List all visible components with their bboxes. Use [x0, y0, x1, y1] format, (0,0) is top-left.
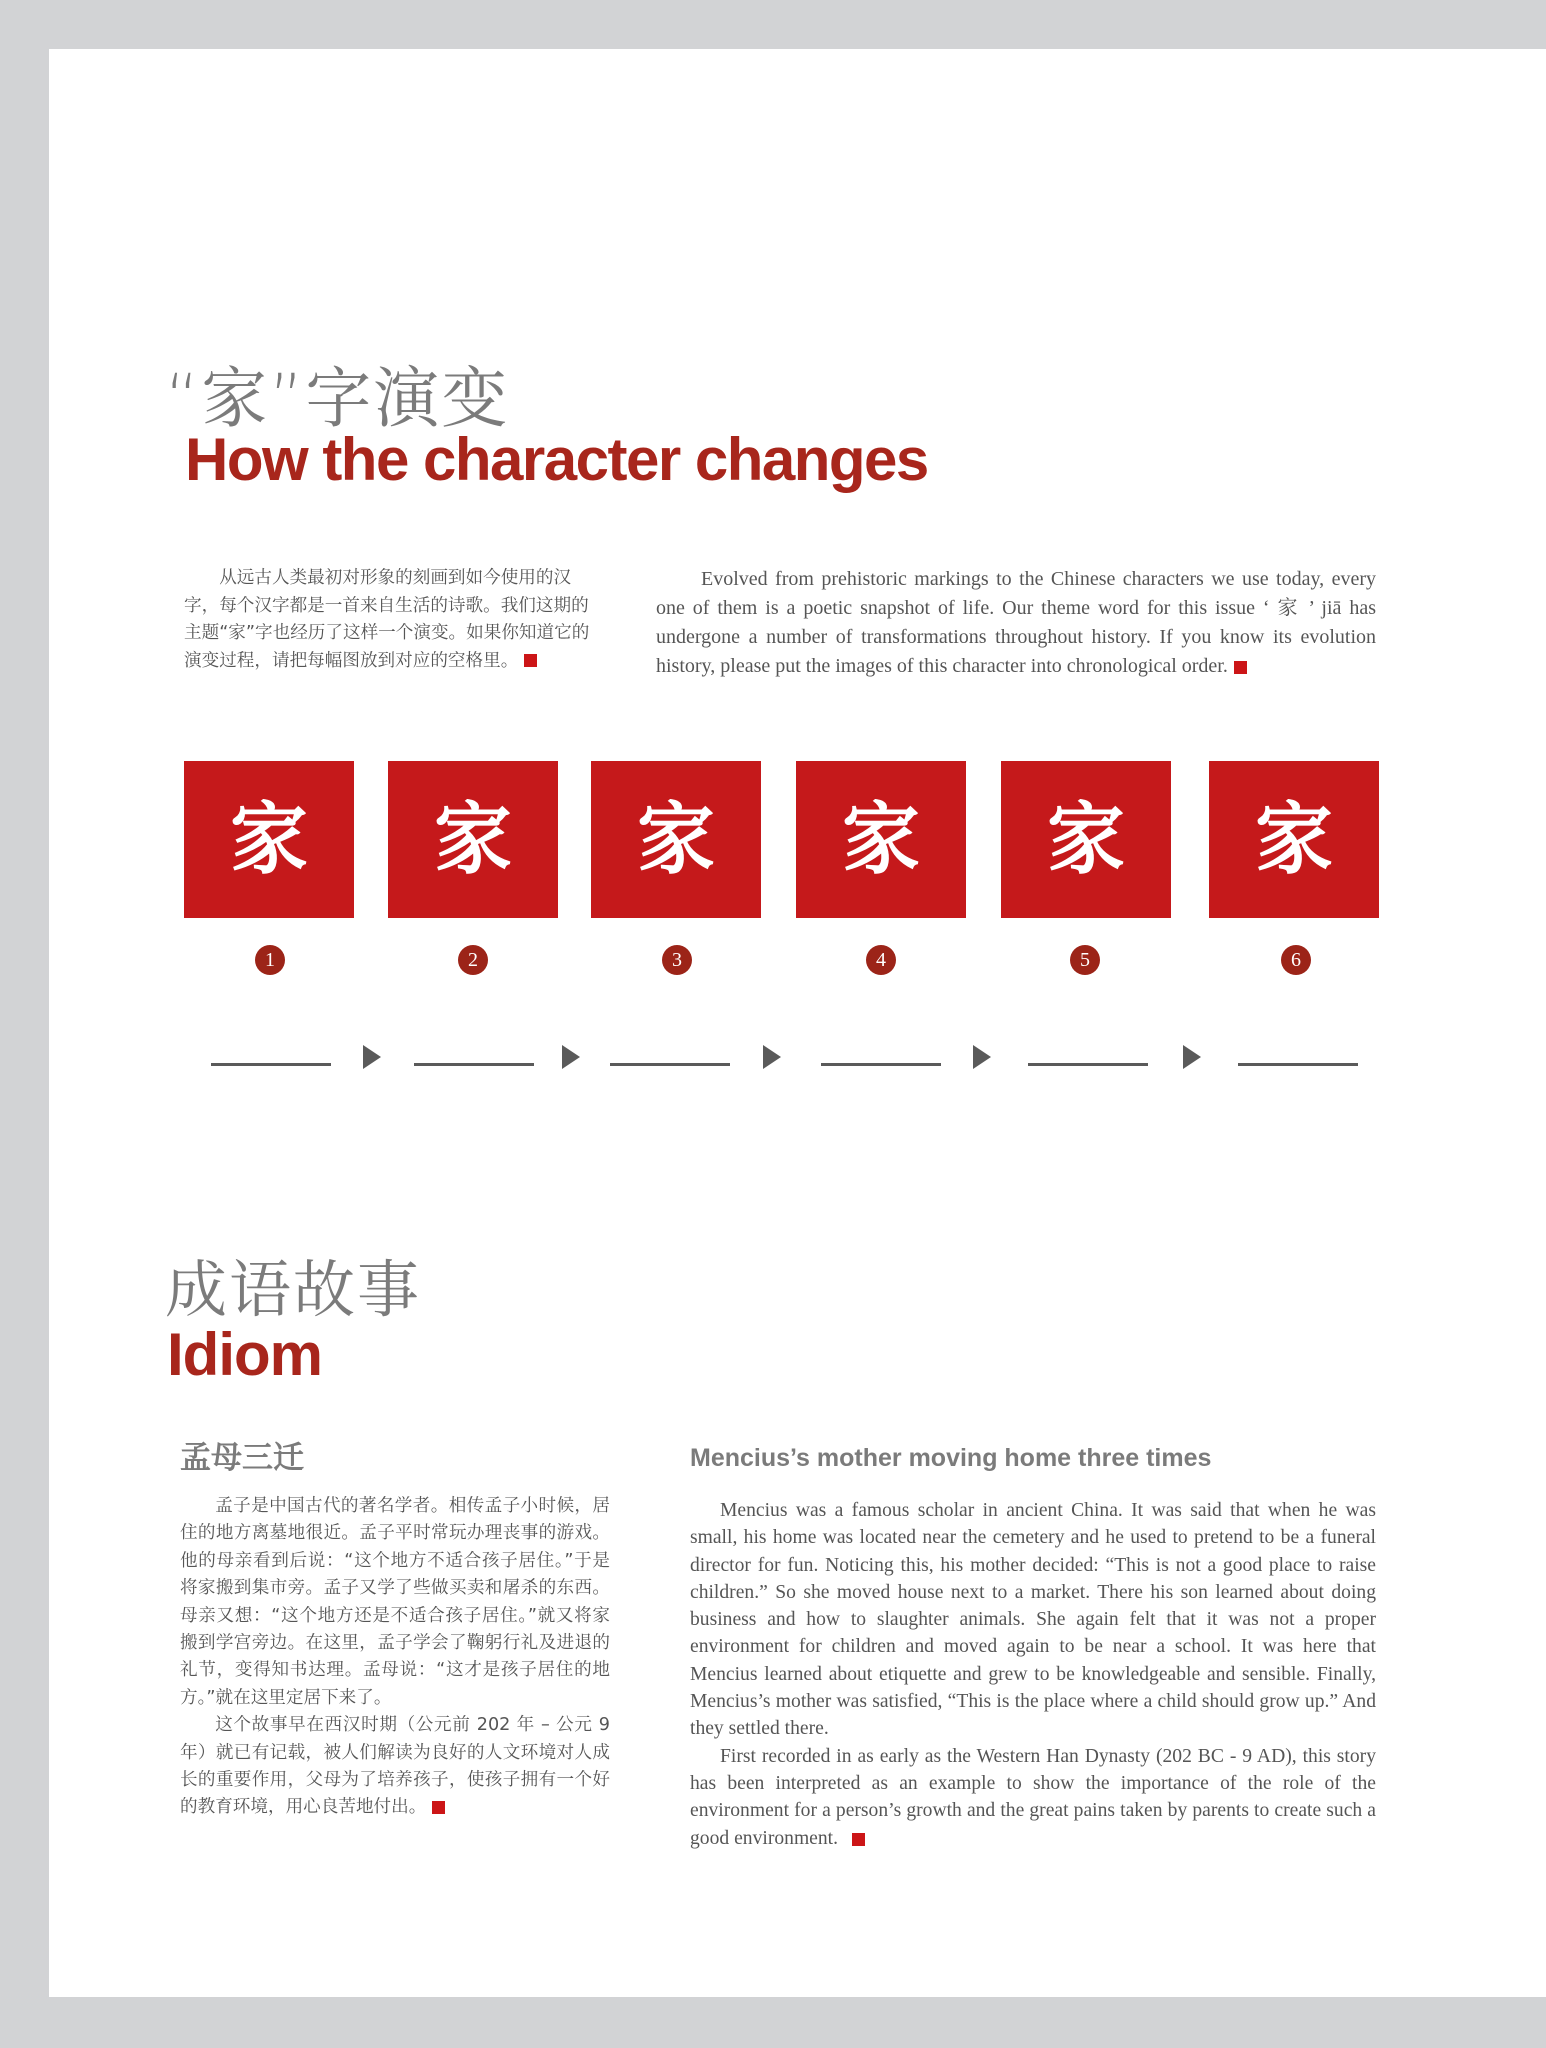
answer-blank-5[interactable] — [1028, 1063, 1148, 1066]
answer-blank-2[interactable] — [414, 1063, 534, 1066]
character-tile-1[interactable] — [184, 761, 354, 918]
section-title-en: How the character changes — [185, 426, 928, 493]
seal-character-glyph: 家 — [229, 793, 308, 885]
seal-character-glyph: 家 — [636, 793, 715, 885]
story-body-cn — [180, 1493, 610, 1822]
story-paragraph-cn-2 — [180, 1712, 610, 1822]
intro-text-cn: 从远古人类最初对形象的刻画到如今使用的汉字，每个汉字都是一首来自生活的诗歌。我们这期的主题“家”字也经历了这样一个演变。如果你知道它的演变过程，请把每幅图放到对应的空格里。 — [184, 568, 590, 671]
arrow-right-icon — [763, 1045, 781, 1069]
story-title-en: Mencius’s mother moving home three times — [690, 1444, 1212, 1472]
answer-blank-6[interactable] — [1238, 1063, 1358, 1066]
intro-text-en: Evolved from prehistoric markings to the Chinese characters we use today, every one of them is a poetic snapshot of life. Our theme word for this issue ‘ 家 ’ jiā has undergone a number of transformations throughout history. If you know its evolution history, please put the images of this character into chronological order. — [656, 568, 1376, 677]
section-title-cn: “家”字演变 — [165, 360, 510, 437]
seal-character-glyph: 家 — [433, 793, 512, 885]
end-mark-icon — [1234, 661, 1247, 674]
story-paragraph-en-2 — [690, 1743, 1376, 1852]
tile-number-badge: 3 — [662, 945, 692, 975]
tile-number-badge: 4 — [866, 945, 896, 975]
seal-character-glyph: 家 — [1046, 793, 1125, 885]
answer-blank-3[interactable] — [610, 1063, 730, 1066]
answer-blank-1[interactable] — [211, 1063, 331, 1066]
story-paragraph-cn-1: 孟子是中国古代的著名学者。相传孟子小时候，居住的地方离墓地很近。孟子平时常玩办理丧事的游戏。他的母亲看到后说：“这个地方不适合孩子居住。”于是将家搬到集市旁。孟子又学了些做买卖和屠杀的东西。母亲又想：“这个地方还是不适合孩子居住。”就又将家搬到学宫旁边。在这里，孟子学会了鞠躬行礼及进退的礼节，变得知书达理。孟母说：“这才是孩子居住的地方。”就在这里定居下来了。 — [180, 1496, 610, 1708]
idiom-title-en: Idiom — [167, 1321, 322, 1388]
character-tile-2[interactable] — [388, 761, 558, 918]
arrow-right-icon — [363, 1045, 381, 1069]
story-text-en-2: First recorded in as early as the Western Han Dynasty (202 BC - 9 AD), this story has been interpreted as an example to show the importance of the role of the environment for a person’s growth and the great pains taken by parents to create such a good environment. — [690, 1745, 1376, 1849]
story-text-cn-2: 这个故事早在西汉时期（公元前 202 年 – 公元 9 年）就已有记载，被人们解读为良好的人文环境对人成长的重要作用，父母为了培养孩子，使孩子拥有一个好的教育环境，用心良苦地付出。 — [180, 1715, 610, 1818]
tile-number-badge: 6 — [1281, 945, 1311, 975]
end-mark-icon — [524, 654, 537, 667]
seal-character-glyph: 家 — [1254, 793, 1333, 885]
answer-blank-4[interactable] — [821, 1063, 941, 1066]
story-paragraph-en-1: Mencius was a famous scholar in ancient China. It was said that when he was small, his home was located near the cemetery and he used to pretend to be a funeral director for fun. Noticing this, his mother decided: “This is not a good place to raise children.” So she moved house next to a market. There his son learned about doing business and how to slaughter animals. She again felt that it was not a proper environment for children and moved again to be near a school. It was here that Mencius learned about etiquette and grew to be knowledgeable and sensible. Finally, Mencius’s mother was satisfied, “This is the place where a child should grow up.” And they settled there. — [690, 1500, 1376, 1740]
seal-character-glyph: 家 — [841, 793, 920, 885]
intro-paragraph-en — [656, 565, 1376, 681]
tile-number-badge: 2 — [458, 945, 488, 975]
story-title-cn: 孟母三迁 — [180, 1440, 304, 1476]
arrow-right-icon — [1183, 1045, 1201, 1069]
idiom-title-cn: 成语故事 — [165, 1253, 422, 1326]
arrow-right-icon — [562, 1045, 580, 1069]
arrow-right-icon — [973, 1045, 991, 1069]
tile-number-badge: 1 — [255, 945, 285, 975]
character-tile-6[interactable] — [1209, 761, 1379, 918]
character-tile-5[interactable] — [1001, 761, 1171, 918]
character-tile-3[interactable] — [591, 761, 761, 918]
character-tile-4[interactable] — [796, 761, 966, 918]
intro-paragraph-cn — [184, 565, 594, 675]
end-mark-icon — [432, 1801, 445, 1814]
character-tiles — [0, 761, 1546, 921]
end-mark-icon — [852, 1833, 865, 1846]
story-body-en — [690, 1497, 1376, 1852]
tile-number-badge: 5 — [1070, 945, 1100, 975]
